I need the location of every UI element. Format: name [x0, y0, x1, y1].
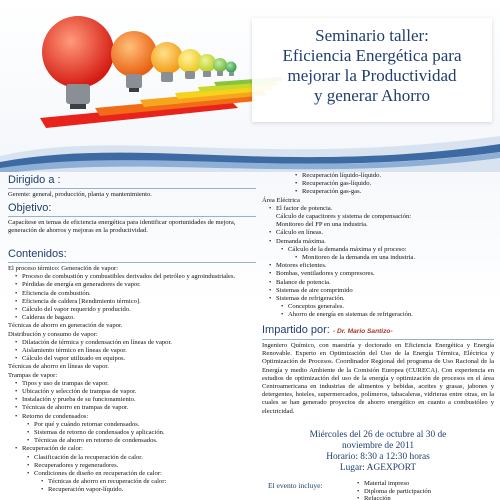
section-rule [8, 262, 256, 263]
impartido-label: Impartido por: [262, 324, 330, 336]
content-item: • Recuperación vapor-líquido. [8, 486, 256, 494]
content-item: • Sistemas de refrigeración. [262, 295, 494, 303]
content-item: • Recuperación gas-gas. [262, 188, 494, 196]
title-line-4: y generar Ahorro [313, 86, 431, 105]
content-item: • Condiciones de diseño en recuperación de calor: [8, 470, 256, 478]
content-item: Distribución y consumo de vapor: [8, 330, 98, 338]
section-contenidos [8, 248, 256, 495]
includes-label: El evento incluye: [268, 481, 323, 490]
contenidos-heading: Contenidos: [8, 248, 67, 260]
impartido-heading [262, 324, 494, 338]
content-item: • Técnicas de ahorro en retorno de condensados. [8, 437, 256, 445]
content-item: • Sistemas de retorno de condensados y aplicación. [8, 429, 256, 437]
content-item: El proceso térmico: Generación de vapor: [8, 265, 119, 272]
contenidos-list [8, 265, 256, 495]
content-item: • Demanda máxima. [262, 238, 494, 246]
content-item: • Aislamiento térmico en líneas de vapor. [8, 347, 256, 355]
content-item: Técnicas de ahorro en líneas de vapor. [8, 363, 109, 371]
content-item: • Recuperadores y regeneradores. [8, 462, 256, 470]
includes-item: • Material impreso [350, 480, 431, 488]
bulb-red [42, 16, 114, 109]
content-item: • Clasificación de la recuperación de calor. [8, 454, 256, 462]
title-box [252, 18, 492, 122]
content-item: • Bombas, ventiladores y compresores. [262, 270, 494, 278]
content-item: • Motores eficientes. [262, 262, 494, 270]
right-column [262, 172, 494, 500]
section-rule [262, 339, 494, 340]
content-item: • Pérdidas de energía en generadores de vapor. [8, 281, 256, 289]
content-item: • Ahorro de energía en sistemas de refrigeración. [262, 311, 494, 319]
content-item: • Instalación y prueba de su funcionamiento. [8, 396, 256, 404]
content-item: • Conceptos generales. [262, 303, 494, 311]
content-item: Monitoreo del FP en una industria. [276, 221, 368, 229]
content-item: • Monitoreo de la demanda en una industria. [262, 254, 494, 262]
content-item: • Recuperación líquido-líquido. [262, 172, 494, 180]
content-item: • Sistemas de aire comprimido [262, 287, 494, 295]
content-item: • Ubicación y selección de trampas de vapor. [8, 388, 256, 396]
section-rule [8, 216, 256, 217]
event-details [262, 430, 494, 474]
contenidos-continued-list [262, 172, 494, 320]
objetivo-heading: Objetivo: [8, 202, 52, 214]
content-item: • Recuperación gas-líquido. [262, 180, 494, 188]
content-item: • Eficiencia de caldera [Rendimiento térmico]. [8, 298, 256, 306]
content-item: • Cálculo del vapor utilizado en equipos. [8, 355, 256, 363]
content-item: • El factor de potencia. [262, 205, 494, 213]
content-item: • Por qué y cuándo retornar condensados. [8, 421, 256, 429]
bulb-green [213, 58, 227, 76]
content-item: • Técnicas de ahorro en recuperación de calor: [8, 478, 256, 486]
content-item: • Eficiencia de combustión. [8, 290, 256, 298]
event-date-line-2: noviembre de 2011 [341, 441, 415, 451]
section-objetivo [8, 202, 256, 235]
content-item: Área Eléctrica [262, 196, 300, 204]
content-item: • Cálculo del vapor requerido y producido. [8, 306, 256, 314]
includes-item: • Diploma de participación [350, 488, 431, 496]
section-dirigido [8, 174, 256, 199]
content-item: • Retorno de condensados: [8, 413, 256, 421]
bulb-darkgreen [226, 62, 237, 77]
content-item: • Recuperación de calor: [8, 445, 256, 453]
event-location: Lugar: AGEXPORT [339, 463, 417, 473]
title-line-1: Seminario taller: [315, 26, 429, 45]
content-item: Técnicas de ahorro en generación de vapor. [8, 322, 123, 330]
content-item: Cálculo de capacitores y sistema de compensación: [276, 213, 412, 221]
content-item: • Proceso de combustión y combustibles derivados del petróleo y agroindustriales. [8, 273, 256, 281]
content-item: • Cálculo de la demanda máxima y el proceso: [262, 246, 494, 254]
content-item: • Cálculo en líneas. [262, 229, 494, 237]
objetivo-text: Capacítese en temas de eficiencia energética para identificar oportunidades de mejora, generación de ahorros y mejoras en la productividad. [8, 219, 236, 235]
title-line-2: Eficiencia Energética para [282, 46, 462, 65]
event-date-line-1: Miércoles del 26 de octubre al 30 de [309, 430, 447, 440]
content-item: • Balance de potencia. [262, 279, 494, 287]
includes-item: • Refacción [350, 495, 431, 500]
content-item: • Técnicas de ahorro en trampas de vapor. [8, 404, 256, 412]
section-rule [8, 188, 256, 189]
content-item: • Calderas de bagazo. [8, 314, 256, 322]
content-item: Trampas de vapor: [8, 371, 58, 379]
event-schedule: Horario: 8:30 a 12:30 horas [326, 452, 430, 462]
instructor-name: - Dr. Mario Santizo- [332, 328, 393, 335]
blue-wave-divider [0, 118, 500, 178]
instructor-bio: Ingeniero Químico, con maestría y doctorado en Eficiencia Energética y Energía Renovable. Experto en Optimización del Uso de la Energía Térmica, Eléctrica y Optimización de Procesos. Coordinador Regional del programa de Uso Racional de la Energía y medio Ambiente de la Comisión Europea (CURECA). Con experiencia en estudios de optimización del uso de la energía y optimización de procesos en el área Centroamericana en industrias de alimentos y bebidas, aceites y grasas, jabones y detergentes, hoteles, supermercados, polímeros, tabacaleras, vidrieras entre otras, en la cuales se han generado proyectos de ahorro energético en cuanto a combustóleo y electricidad. [262, 342, 494, 415]
includes-list [350, 480, 431, 500]
dirigido-heading: Dirigido a : [8, 174, 61, 186]
dirigido-text: Gerente: general, producción, planta y mantenimiento. [8, 191, 152, 198]
content-item: • Dilatación de térmica y condensación en líneas de vapor. [8, 339, 256, 347]
section-impartido [262, 324, 494, 416]
bulb-orange [111, 31, 157, 92]
content-area [0, 172, 500, 500]
content-item: • Tipos y uso de trampas de vapor. [8, 380, 256, 388]
title-line-3: mejorar la Productividad [287, 66, 457, 85]
